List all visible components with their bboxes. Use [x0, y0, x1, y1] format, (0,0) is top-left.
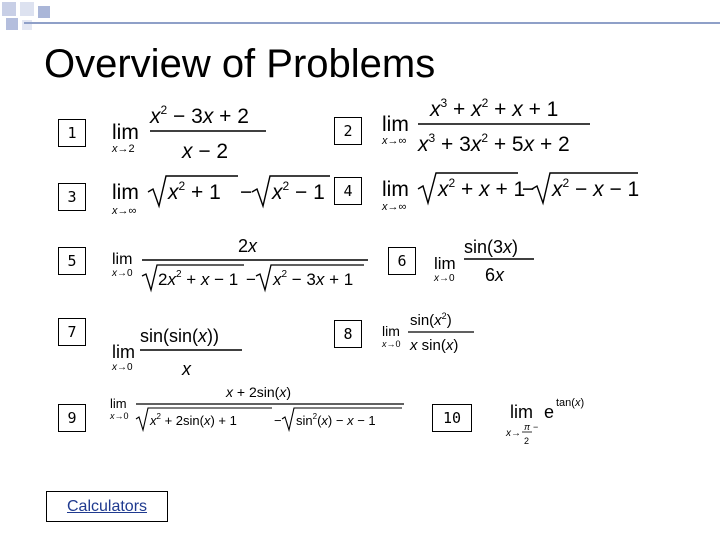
svg-text:−: −: [246, 270, 256, 289]
page-title: Overview of Problems: [44, 42, 436, 86]
svg-text:2x2 + x − 1: $2x^2 + x - 1$: [158, 269, 239, 289]
svg-text:x→0: x→0: [110, 411, 129, 421]
svg-text:sin(x2): $\sin(x^2)$: [410, 311, 452, 329]
header-rule: [24, 22, 720, 24]
problem-4-formula: [380, 168, 645, 216]
svg-text:x→0: x→0: [434, 273, 455, 284]
svg-text:x2 + 2sin(x) + 1: $x^2 + 2\sin(x) + 1$: [150, 412, 237, 428]
svg-text:x sin(x): x sin(x): [410, 337, 459, 354]
svg-text:π: π: [524, 422, 531, 432]
svg-text:x→∞: x→∞: [382, 135, 407, 147]
svg-text:sin(3x): sin(3x): [464, 237, 519, 257]
svg-text:2x: 2x: [238, 236, 258, 256]
problem-3-formula: [108, 170, 333, 220]
svg-text:lim: lim: [382, 178, 409, 201]
svg-text:−: −: [533, 422, 539, 432]
svg-text:x3 + 3x2 + 5x + 2: $x^3 + 3x^2 + 5x + 2$: [418, 131, 570, 156]
svg-text:−: −: [522, 178, 535, 201]
svg-text:6x: 6x: [485, 265, 505, 285]
svg-text:x2 − x − 1: $x^2 - x - 1$: [552, 176, 640, 201]
svg-text:lim: lim: [112, 251, 133, 268]
svg-text:x2 + x + 1: $x^2 + x + 1$: [438, 176, 526, 201]
problem-6-button[interactable]: 6: [388, 247, 416, 275]
svg-text:x: x: [182, 359, 191, 379]
svg-text:−: −: [274, 413, 282, 428]
problem-10-formula: [500, 392, 600, 454]
svg-text:lim: lim: [110, 396, 127, 411]
problem-5-formula: [108, 234, 373, 294]
problem-6-formula: [430, 234, 540, 290]
problem-1-formula: [108, 98, 273, 164]
problem-4-button[interactable]: 4: [334, 177, 362, 205]
svg-text:−: −: [240, 181, 253, 204]
svg-text:sin2(x) − x − 1: $\sin^2(x) - x - 1$: [296, 412, 376, 428]
svg-text:x2 − 3x + 1: $x^2 - 3x + 1$: [273, 269, 354, 289]
problem-10-button[interactable]: 10: [432, 404, 472, 432]
problem-7-formula: [108, 318, 248, 382]
svg-text:x3 + x2 + x + 1: $x^3 + x^2 + x + 1$: [430, 96, 559, 121]
svg-text:lim: lim: [382, 323, 400, 339]
svg-text:x2 − 3x + 2: $x^2 - 3x + 2$: [150, 103, 249, 128]
problem-9-button[interactable]: 9: [58, 404, 86, 432]
svg-text:x→0: x→0: [112, 362, 133, 373]
problem-2-button[interactable]: 2: [334, 117, 362, 145]
svg-text:x→∞: x→∞: [382, 201, 407, 213]
problem-2-formula: [380, 94, 595, 160]
svg-text:x2 + 1: $x^2 + 1$: [168, 179, 221, 204]
problem-8-button[interactable]: 8: [334, 320, 362, 348]
svg-text:x→0: x→0: [382, 339, 401, 349]
svg-text:e: e: [544, 402, 555, 422]
svg-text:lim: lim: [382, 113, 409, 136]
svg-text:lim: lim: [112, 181, 139, 204]
svg-text:x→0: x→0: [112, 268, 133, 279]
problem-3-button[interactable]: 3: [58, 183, 86, 211]
problem-9-formula: [108, 382, 408, 434]
svg-text:x→∞: x→∞: [112, 205, 137, 217]
svg-text:sin(sin(x)): sin(sin(x)): [140, 326, 220, 346]
calculators-link[interactable]: Calculators: [46, 491, 168, 522]
svg-text:x→2: x→2: [112, 143, 135, 155]
svg-text:x2 − 1: $x^2 - 1$: [272, 179, 325, 204]
problem-5-button[interactable]: 5: [58, 247, 86, 275]
svg-text:x→: x→: [506, 428, 521, 439]
svg-text:2: 2: [524, 436, 530, 446]
svg-text:lim: lim: [112, 342, 135, 362]
problem-7-button[interactable]: 7: [58, 318, 86, 346]
problem-1-button[interactable]: 1: [58, 119, 86, 147]
svg-text:x + 2sin(x): x + 2sin(x): [226, 384, 291, 400]
svg-text:lim: lim: [434, 254, 456, 273]
problem-8-formula: [380, 308, 480, 358]
svg-text:x − 2: x − 2: [182, 140, 229, 163]
svg-text:lim: lim: [112, 121, 139, 144]
svg-text:tan(x): tan(x): [556, 397, 585, 409]
svg-text:lim: lim: [510, 402, 533, 422]
